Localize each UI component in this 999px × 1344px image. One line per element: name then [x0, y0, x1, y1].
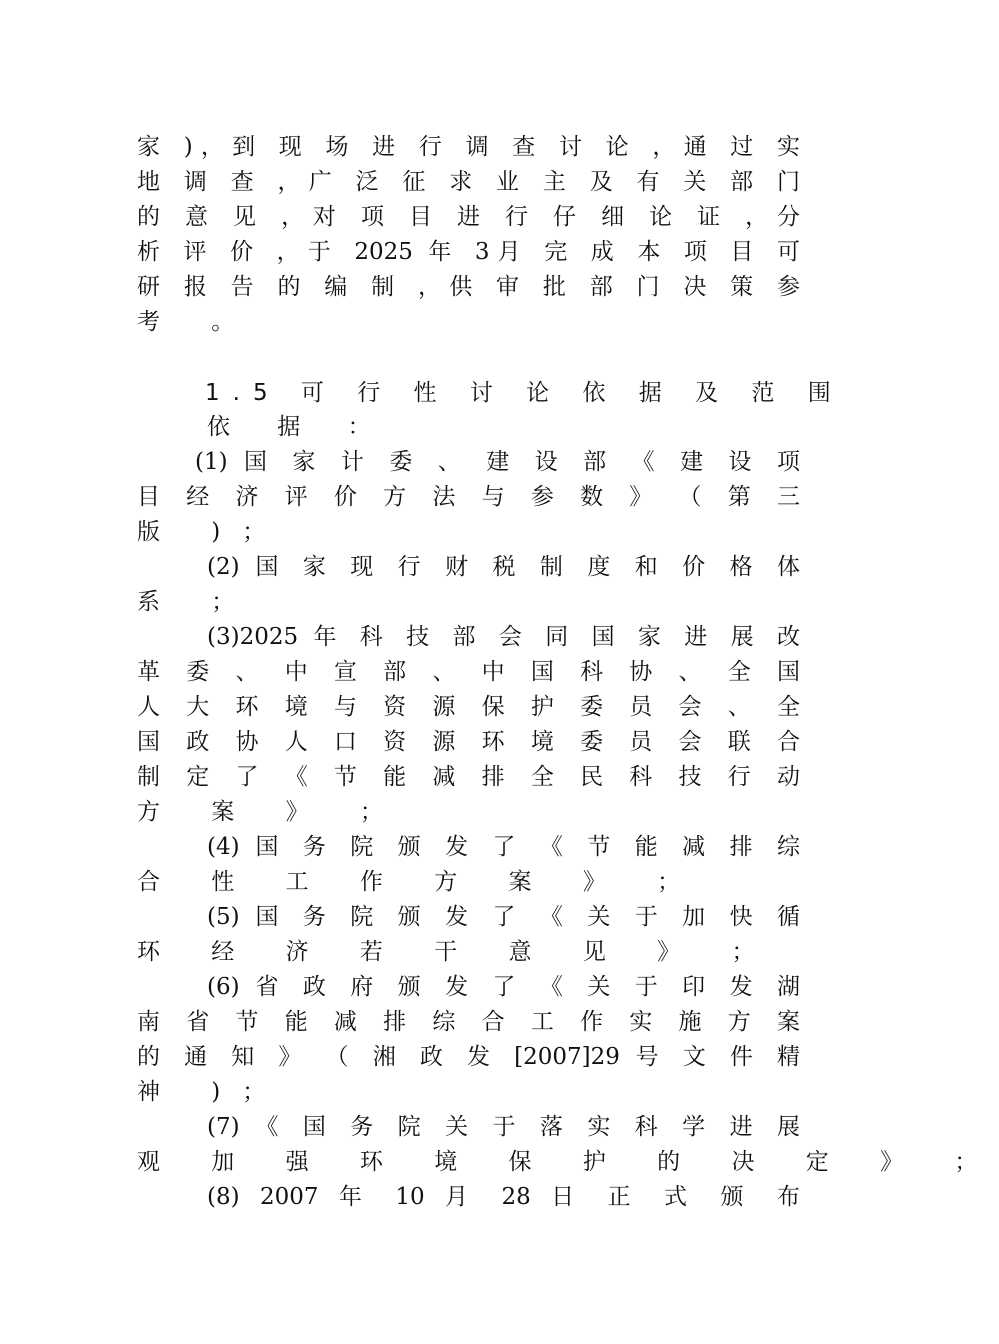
- paragraph-line: 家 )，到 现 场 进 行 调 查 讨 论 ，通 过 实: [137, 134, 800, 160]
- list-item-line: 人 大 环 境 与 资 源 保 护 委 员 会 、 全: [137, 694, 800, 720]
- list-item-line: 方 案 》 ；: [137, 799, 405, 825]
- list-item-line: 版 )；: [137, 519, 288, 545]
- list-item-line: 革 委 、 中 宣 部 、 中 国 科 协 、 全 国: [137, 659, 800, 685]
- list-item-line: (2) 国 家 现 行 财 税 制 度 和 价 格 体: [207, 554, 800, 580]
- list-item-line: 目 经 济 评 价 方 法 与 参 数 》 （ 第 三: [137, 484, 800, 510]
- paragraph-line: 考 。: [137, 309, 257, 335]
- list-item-line: (4) 国 务 院 颁 发 了 《 节 能 减 排 综: [207, 834, 800, 860]
- list-item-line: 制 定 了 《 节 能 减 排 全 民 科 技 行 动: [137, 764, 800, 790]
- section-heading: 1.5 可 行 性 讨 论 依 据 及 范 围: [205, 380, 844, 406]
- paragraph-line: 地 调 查 ，广 泛 征 求 业 主 及 有 关 部 门: [137, 169, 800, 195]
- list-item-line: (3)2025 年 科 技 部 会 同 国 家 进 展 改: [207, 624, 800, 650]
- paragraph-line: 析 评 价 ，于 2025 年 3月 完 成 本 项 目 可: [137, 239, 800, 265]
- list-item-line: 南 省 节 能 减 排 综 合 工 作 实 施 方 案: [137, 1009, 800, 1035]
- list-item-line: (5) 国 务 院 颁 发 了 《 关 于 加 快 循: [207, 904, 800, 930]
- list-item-line: 国 政 协 人 口 资 源 环 境 委 员 会 联 合: [137, 729, 800, 755]
- paragraph-line: 研 报 告 的 编 制 ，供 审 批 部 门 决 策 参: [137, 274, 800, 300]
- list-item-line: (8) 2007 年 10 月 28 日 正 式 颁 布: [207, 1184, 800, 1210]
- basis-list: [137, 410, 999, 1215]
- paragraph-line: 的 意 见 ，对 项 目 进 行 仔 细 论 证 ，分: [137, 204, 800, 230]
- basis-label: 依 据 ：: [207, 414, 391, 440]
- list-item-line: (6) 省 政 府 颁 发 了 《 关 于 印 发 湖: [207, 974, 800, 1000]
- list-item-line: 的 通 知 》 （ 湘 政 发 [2007]29 号 文 件 精: [137, 1044, 800, 1070]
- list-item-line: 神 )；: [137, 1079, 288, 1105]
- list-item-line: (7) 《 国 务 院 关 于 落 实 科 学 进 展: [207, 1114, 800, 1140]
- list-item-line: 系 ；: [137, 589, 257, 615]
- list-item-line: 环 经 济 若 干 意 见 》 ；: [137, 939, 777, 965]
- intro-paragraph: [137, 130, 800, 340]
- list-item-line: (1) 国 家 计 委 、 建 设 部 《 建 设 项: [195, 449, 800, 475]
- list-item-line: 合 性 工 作 方 案 》 ；: [137, 869, 703, 895]
- list-item-line: 观 加 强 环 境 保 护 的 决 定 》 ；: [137, 1149, 999, 1175]
